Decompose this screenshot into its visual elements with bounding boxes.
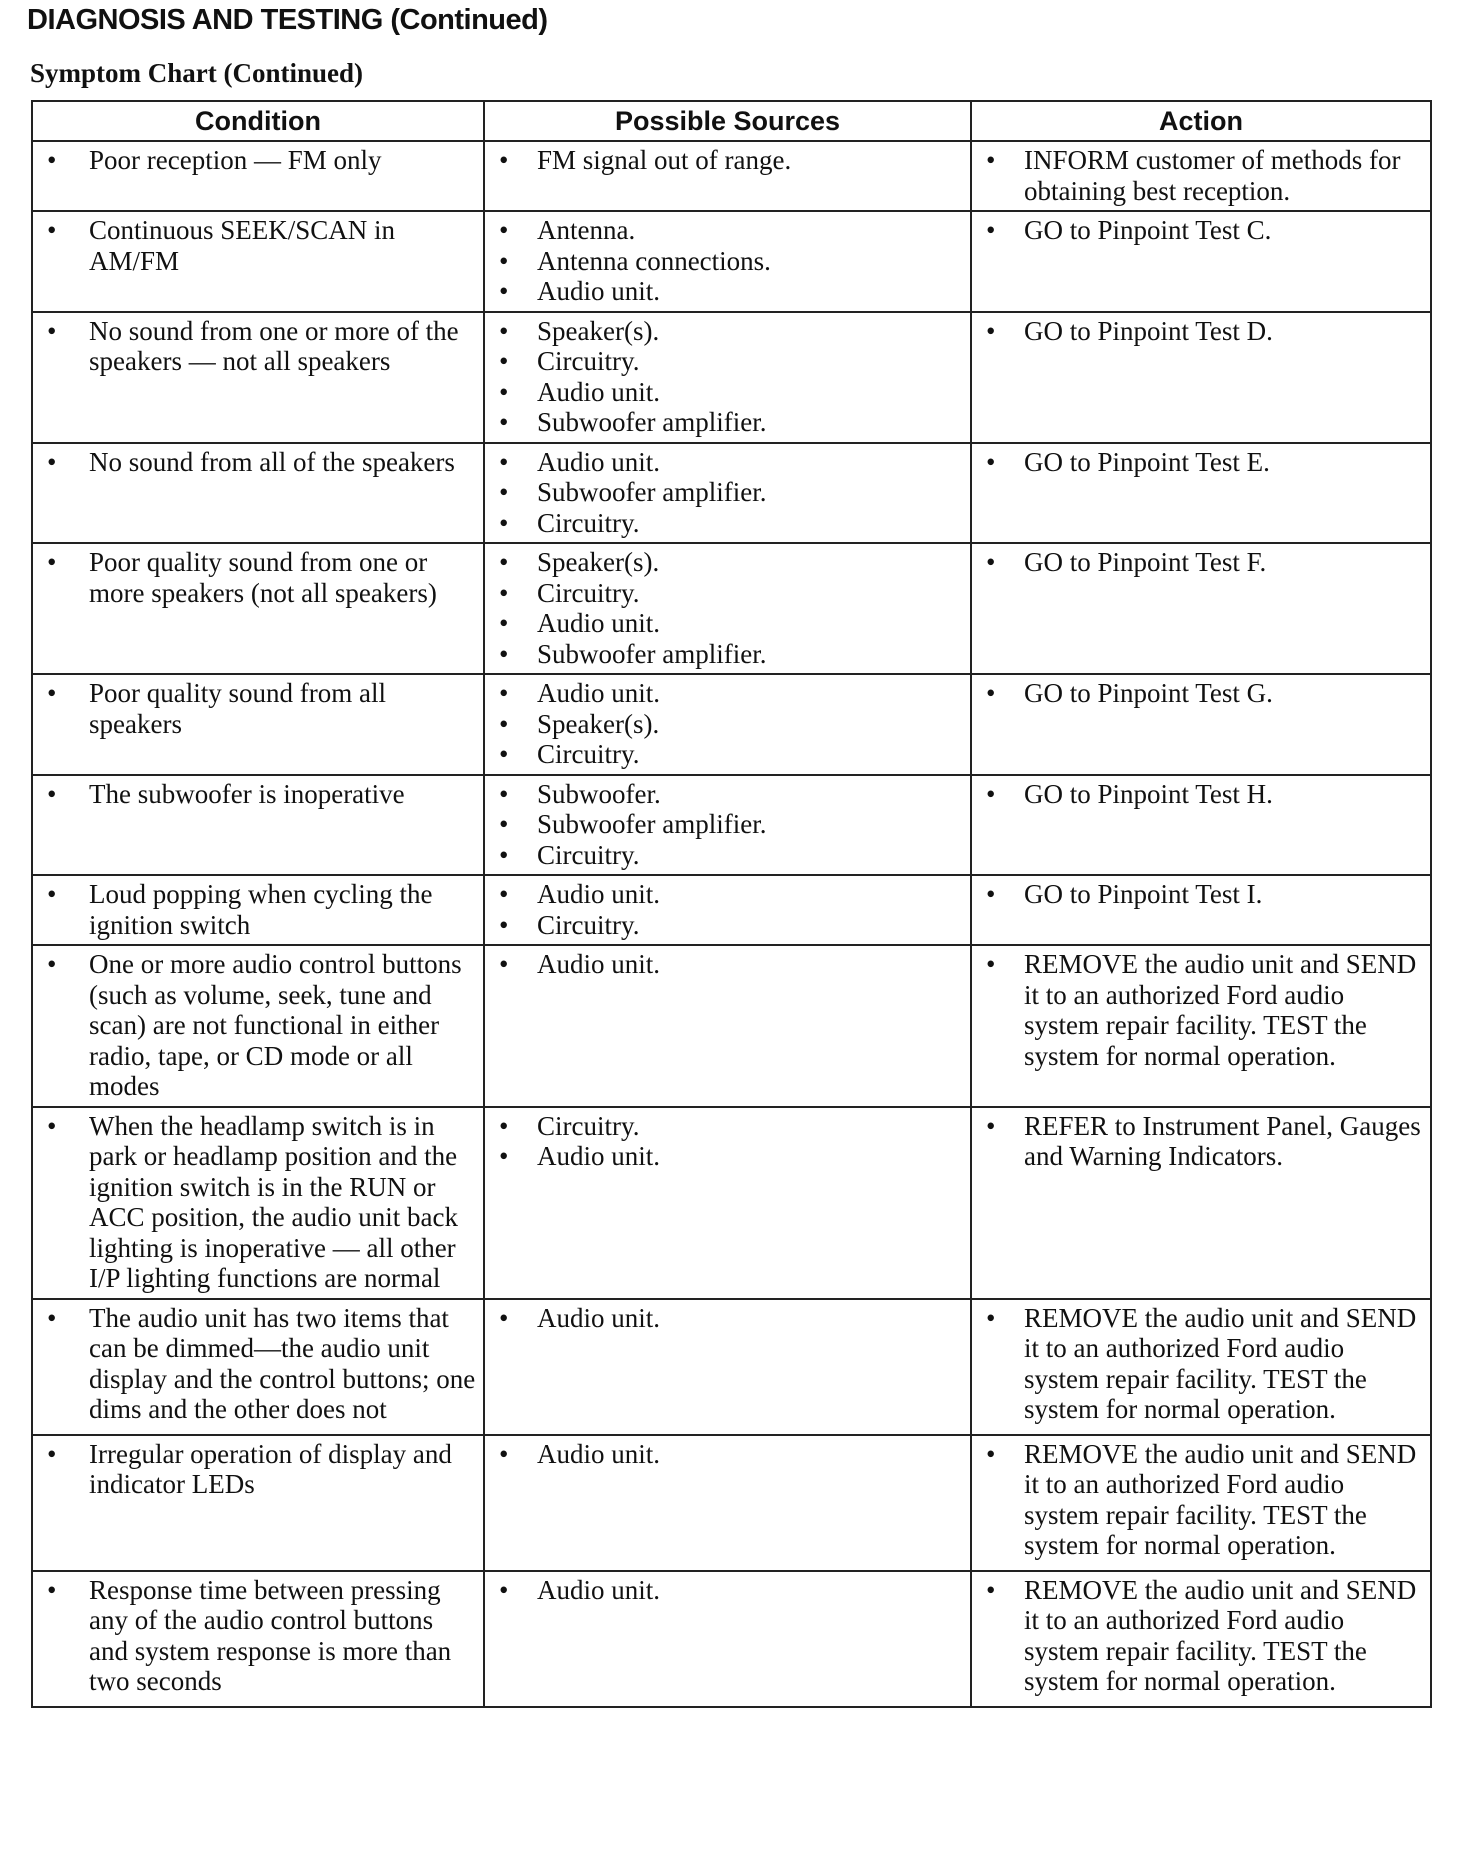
- condition-text: • No sound from all of the speakers: [41, 447, 477, 478]
- possible-sources-cell: [484, 211, 971, 312]
- condition-text: • When the headlamp switch is in park or headlamp position and the ignition switch is in the RUN or ACC position, the audio unit back lighting is inoperative — all other I/P lighting functions are normal: [41, 1111, 477, 1294]
- possible-sources-cell: [484, 875, 971, 945]
- action-cell: [971, 543, 1431, 674]
- source-item: • Antenna.: [493, 215, 964, 246]
- action-text: • GO to Pinpoint Test D.: [980, 316, 1424, 347]
- condition-cell: [32, 443, 484, 544]
- header-possible-sources: Possible Sources: [484, 101, 971, 141]
- action-text: • GO to Pinpoint Test I.: [980, 879, 1424, 910]
- source-item: • Circuitry.: [493, 840, 964, 871]
- condition-cell: [32, 1107, 484, 1299]
- source-item: • Subwoofer amplifier.: [493, 809, 964, 840]
- condition-text: • One or more audio control buttons (such as volume, seek, tune and scan) are not functional in either radio, tape, or CD mode or all modes: [41, 949, 477, 1102]
- condition-text: • The audio unit has two items that can be dimmed—the audio unit display and the control buttons; one dims and the other does not: [41, 1303, 477, 1425]
- condition-cell: [32, 775, 484, 876]
- action-cell: [971, 1107, 1431, 1299]
- source-item: • Audio unit.: [493, 377, 964, 408]
- table-body: [32, 141, 1431, 1707]
- source-item: • Audio unit.: [493, 608, 964, 639]
- source-item: • Circuitry.: [493, 1111, 964, 1142]
- table-row: [32, 443, 1431, 544]
- action-cell: [971, 775, 1431, 876]
- condition-cell: [32, 1299, 484, 1435]
- source-item: • FM signal out of range.: [493, 145, 964, 176]
- source-item: • Antenna connections.: [493, 246, 964, 277]
- table-row: [32, 775, 1431, 876]
- source-item: • Subwoofer amplifier.: [493, 407, 964, 438]
- source-item: • Speaker(s).: [493, 316, 964, 347]
- table-header-row: [32, 101, 1431, 141]
- condition-text: • Poor quality sound from all speakers: [41, 678, 477, 739]
- table-row: [32, 674, 1431, 775]
- page-heading: DIAGNOSIS AND TESTING (Continued): [27, 4, 548, 36]
- table-row: [32, 1435, 1431, 1571]
- condition-text: • No sound from one or more of the speakers — not all speakers: [41, 316, 477, 377]
- header-action: Action: [971, 101, 1431, 141]
- action-cell: [971, 875, 1431, 945]
- action-cell: [971, 945, 1431, 1107]
- source-item: • Audio unit.: [493, 1141, 964, 1172]
- action-text: • REMOVE the audio unit and SEND it to an authorized Ford audio system repair facility. TEST the system for normal operation.: [980, 949, 1424, 1071]
- action-text: • GO to Pinpoint Test H.: [980, 779, 1424, 810]
- condition-cell: [32, 211, 484, 312]
- possible-sources-cell: [484, 443, 971, 544]
- action-cell: [971, 312, 1431, 443]
- action-text: • REMOVE the audio unit and SEND it to an authorized Ford audio system repair facility. TEST the system for normal operation.: [980, 1575, 1424, 1697]
- table-row: [32, 1571, 1431, 1707]
- chart-title: Symptom Chart (Continued): [30, 58, 364, 88]
- symptom-chart-table: [31, 100, 1432, 1708]
- source-item: • Audio unit.: [493, 276, 964, 307]
- action-text: • REMOVE the audio unit and SEND it to an authorized Ford audio system repair facility. TEST the system for normal operation.: [980, 1439, 1424, 1561]
- possible-sources-cell: [484, 543, 971, 674]
- condition-cell: [32, 674, 484, 775]
- table-row: [32, 1107, 1431, 1299]
- action-cell: [971, 141, 1431, 211]
- table-row: [32, 141, 1431, 211]
- source-item: • Speaker(s).: [493, 547, 964, 578]
- source-item: • Speaker(s).: [493, 709, 964, 740]
- action-text: • GO to Pinpoint Test G.: [980, 678, 1424, 709]
- source-item: • Subwoofer amplifier.: [493, 639, 964, 670]
- possible-sources-cell: [484, 1299, 971, 1435]
- source-item: • Audio unit.: [493, 1575, 964, 1606]
- table-row: [32, 1299, 1431, 1435]
- table-row: [32, 875, 1431, 945]
- condition-text: • The subwoofer is inoperative: [41, 779, 477, 810]
- action-cell: [971, 1571, 1431, 1707]
- source-item: • Audio unit.: [493, 949, 964, 980]
- action-text: • GO to Pinpoint Test F.: [980, 547, 1424, 578]
- source-item: • Circuitry.: [493, 508, 964, 539]
- condition-text: • Poor quality sound from one or more speakers (not all speakers): [41, 547, 477, 608]
- condition-cell: [32, 312, 484, 443]
- table-row: [32, 211, 1431, 312]
- condition-cell: [32, 1571, 484, 1707]
- condition-cell: [32, 1435, 484, 1571]
- condition-text: • Loud popping when cycling the ignition switch: [41, 879, 477, 940]
- possible-sources-cell: [484, 674, 971, 775]
- possible-sources-cell: [484, 1435, 971, 1571]
- condition-cell: [32, 141, 484, 211]
- possible-sources-cell: [484, 1107, 971, 1299]
- action-cell: [971, 211, 1431, 312]
- possible-sources-cell: [484, 775, 971, 876]
- table-row: [32, 543, 1431, 674]
- possible-sources-cell: [484, 141, 971, 211]
- action-cell: [971, 443, 1431, 544]
- source-item: • Subwoofer amplifier.: [493, 477, 964, 508]
- source-item: • Audio unit.: [493, 678, 964, 709]
- source-item: • Circuitry.: [493, 578, 964, 609]
- condition-text: • Continuous SEEK/SCAN in AM/FM: [41, 215, 477, 276]
- condition-text: • Response time between pressing any of the audio control buttons and system response is more than two seconds: [41, 1575, 477, 1697]
- source-item: • Circuitry.: [493, 346, 964, 377]
- action-text: • GO to Pinpoint Test E.: [980, 447, 1424, 478]
- source-item: • Subwoofer.: [493, 779, 964, 810]
- action-text: • INFORM customer of methods for obtaining best reception.: [980, 145, 1424, 206]
- source-item: • Circuitry.: [493, 910, 964, 941]
- table-row: [32, 312, 1431, 443]
- action-cell: [971, 1435, 1431, 1571]
- action-text: • REMOVE the audio unit and SEND it to an authorized Ford audio system repair facility. TEST the system for normal operation.: [980, 1303, 1424, 1425]
- condition-text: • Poor reception — FM only: [41, 145, 477, 176]
- source-item: • Audio unit.: [493, 1439, 964, 1470]
- action-cell: [971, 674, 1431, 775]
- header-condition: Condition: [32, 101, 484, 141]
- action-text: • GO to Pinpoint Test C.: [980, 215, 1424, 246]
- action-text: • REFER to Instrument Panel, Gauges and Warning Indicators.: [980, 1111, 1424, 1172]
- condition-cell: [32, 543, 484, 674]
- condition-text: • Irregular operation of display and indicator LEDs: [41, 1439, 477, 1500]
- possible-sources-cell: [484, 312, 971, 443]
- source-item: • Audio unit.: [493, 1303, 964, 1334]
- source-item: • Audio unit.: [493, 447, 964, 478]
- possible-sources-cell: [484, 945, 971, 1107]
- source-item: • Audio unit.: [493, 879, 964, 910]
- condition-cell: [32, 875, 484, 945]
- possible-sources-cell: [484, 1571, 971, 1707]
- table-row: [32, 945, 1431, 1107]
- condition-cell: [32, 945, 484, 1107]
- action-cell: [971, 1299, 1431, 1435]
- source-item: • Circuitry.: [493, 739, 964, 770]
